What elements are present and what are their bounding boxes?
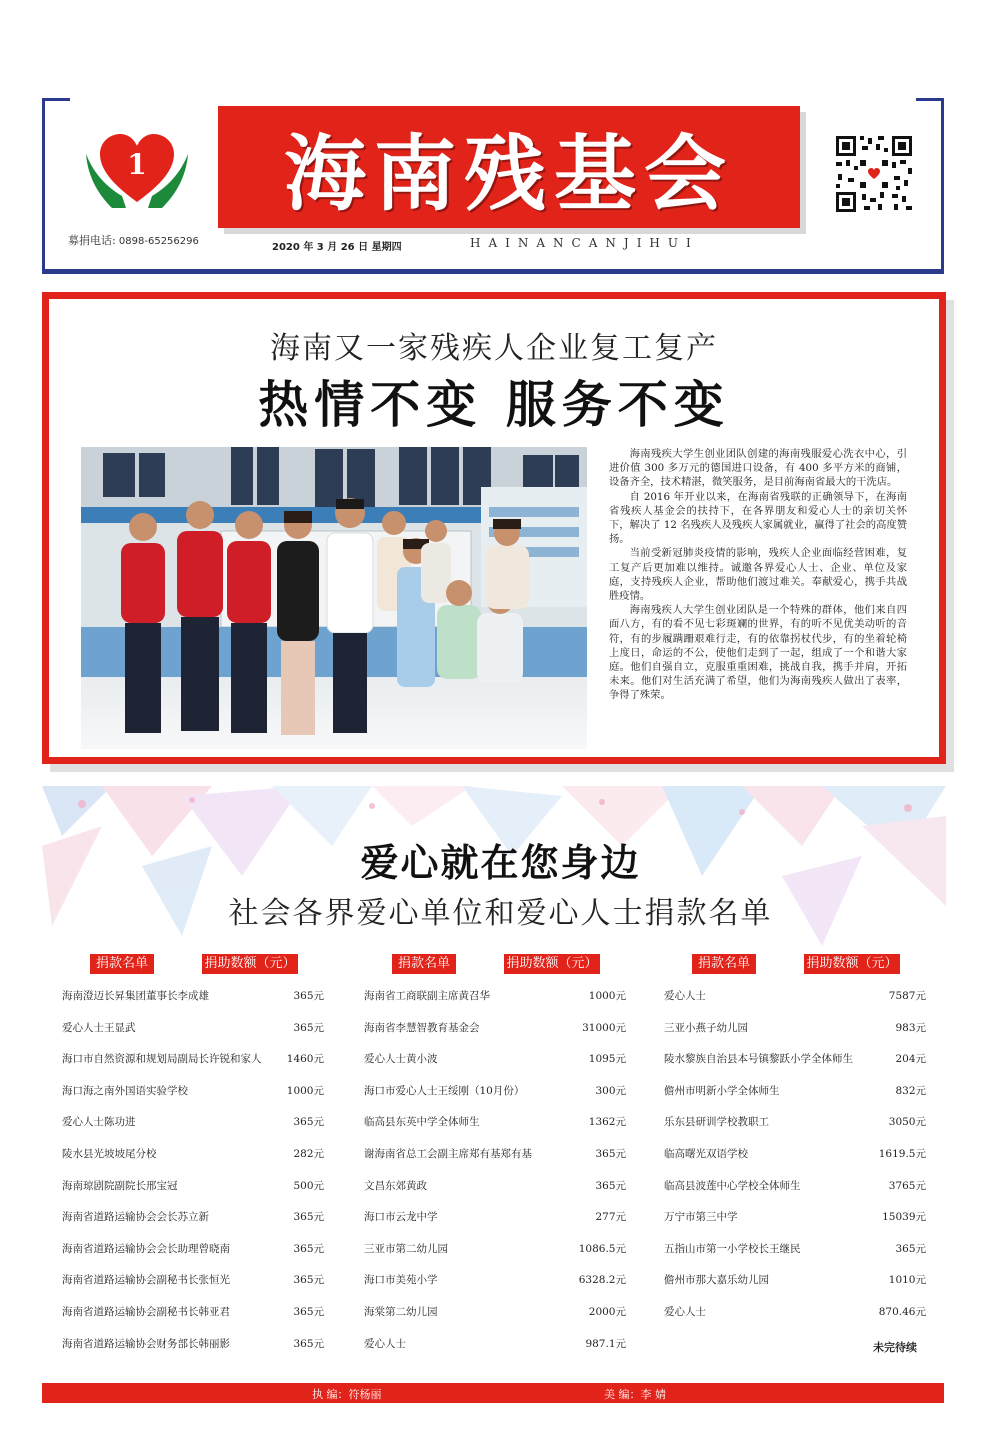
donor-name: 海口市云龙中学	[364, 1211, 438, 1224]
donor-name: 陵水县光坡坡尾分校	[62, 1147, 157, 1160]
donor-name: 爱心人士	[364, 1337, 406, 1350]
name-header: 捐款名单	[90, 954, 154, 974]
donor-name: 五指山市第一小学校长王继民	[664, 1242, 801, 1255]
donation-amount: 365元	[293, 1305, 324, 1318]
donation-amount: 983元	[895, 1021, 926, 1034]
donation-row	[364, 1209, 626, 1241]
footer-bar	[42, 1383, 944, 1403]
to-be-continued: 未完待续	[873, 1341, 917, 1354]
donation-amount: 3050元	[888, 1116, 926, 1129]
donor-name: 临高曙光双语学校	[664, 1147, 748, 1160]
donor-name: 海南省李慧智教育基金会	[364, 1021, 480, 1034]
donation-subtitle: 社会各界爱心单位和爱心人士捐款名单	[228, 896, 773, 931]
donation-amount: 277元	[595, 1211, 626, 1224]
donation-row	[364, 988, 626, 1020]
art-editor: 美 编：李 婧	[604, 1388, 666, 1401]
donation-column-1	[62, 954, 324, 1350]
donation-row	[664, 1209, 926, 1241]
article-paragraph: 自 2016 年开业以来，在海南省残联的正确领导下，在海南省残疾人基金会的扶持下，在各界朋友和爱心人士的亲切关怀下，解决了 12 名残疾人及残疾人家属就业，赢得了社会的高度赞扬。	[609, 490, 907, 546]
donor-name: 海南省道路运输协会财务部长韩丽影	[62, 1337, 230, 1350]
donor-name: 海南省道路运输协会会长助理曾晓南	[62, 1242, 230, 1255]
donation-row	[62, 1178, 324, 1210]
donation-amount: 282元	[293, 1147, 324, 1160]
donor-name: 海口市自然资源和规划局副局长许锐和家人	[62, 1053, 262, 1066]
donation-row	[664, 1083, 926, 1115]
donation-amount: 870.46元	[878, 1305, 926, 1318]
donation-amount: 31000元	[582, 1021, 626, 1034]
issue-date: 2020 年 3 月 26 日 星期四	[272, 242, 402, 253]
donation-amount: 365元	[895, 1242, 926, 1255]
donation-amount: 365元	[293, 990, 324, 1002]
donation-row	[664, 1051, 926, 1083]
donor-name: 儋州市明新小学全体师生	[664, 1084, 780, 1097]
donation-amount: 1460元	[286, 1053, 324, 1066]
heart-hands-logo	[82, 124, 192, 214]
donation-row	[62, 1209, 324, 1241]
executive-editor: 执 编：符杨丽	[312, 1388, 382, 1401]
donor-name: 海南省道路运输协会副秘书长张恒光	[62, 1274, 230, 1287]
donation-row	[62, 988, 324, 1020]
article-headline: 热情不变 服务不变	[258, 376, 730, 434]
donation-row	[364, 1083, 626, 1115]
donor-name: 爱心人士黄小波	[364, 1053, 438, 1066]
donation-amount: 365元	[293, 1116, 324, 1129]
article-body	[609, 447, 907, 703]
donation-amount: 1000元	[588, 990, 626, 1002]
donation-amount: 300元	[595, 1084, 626, 1097]
donor-name: 爱心人士王显武	[62, 1021, 136, 1034]
donation-amount: 365元	[293, 1242, 324, 1255]
donation-row	[664, 988, 926, 1020]
donation-amount: 365元	[595, 1147, 626, 1160]
donation-row	[62, 1114, 324, 1146]
donation-row	[364, 1272, 626, 1304]
donation-row	[62, 1272, 324, 1304]
article-paragraph: 海南残疾人大学生创业团队是一个特殊的群体，他们来自四面八方，有的看不见七彩斑斓的世界，有的听不见优美动听的音符，有的步履蹒跚艰难行走，有的依靠拐杖代步，有的坐着轮椅上度日，命运的不公，使他们走到了一起，组成了一个和谐大家庭。他们自强自立，克服重重困难，挑战自我，携手并肩，开拓未来。他们对生活充满了希望，他们为海南残疾人做出了表率，争得了殊荣。	[609, 604, 907, 702]
article-paragraph: 海南残疾大学生创业团队创建的海南残服爱心洗衣中心，引进价值 300 多万元的德国进口设备，有 400 多平方米的商铺，设备齐全，技术精湛，微笑服务，是目前海南省最大的干洗店。	[609, 448, 907, 489]
donor-name: 海南省工商联副主席黄召华	[364, 990, 490, 1002]
donation-amount: 365元	[293, 1274, 324, 1287]
donation-row	[664, 1272, 926, 1304]
amount-header: 捐助数额（元）	[804, 954, 900, 974]
hotline-label: 募捐电话:	[68, 234, 116, 247]
donor-name: 万宁市第三中学	[664, 1211, 738, 1224]
donation-amount: 3765元	[888, 1179, 926, 1192]
donation-row	[664, 1241, 926, 1273]
donor-name: 爱心人士	[664, 1305, 706, 1318]
donation-amount: 500元	[293, 1179, 324, 1192]
donor-name: 海南省道路运输协会会长苏立新	[62, 1211, 209, 1224]
donation-row	[364, 1336, 626, 1368]
donation-amount: 15039元	[882, 1211, 926, 1224]
donation-row	[364, 1178, 626, 1210]
logo-number: 1	[127, 148, 147, 181]
donation-amount: 365元	[595, 1179, 626, 1192]
donation-amount: 7587元	[888, 990, 926, 1002]
donor-name: 陵水黎族自治县本号镇黎跃小学全体师生	[664, 1053, 853, 1066]
team-photo	[81, 447, 587, 749]
donor-name: 临高县东英中学全体师生	[364, 1116, 480, 1129]
newspaper-title-bar	[218, 106, 800, 228]
donor-name: 爱心人士	[664, 990, 706, 1002]
donor-name: 海口市爱心人士王绥刚（10月份）	[364, 1084, 525, 1097]
donation-column-2	[364, 954, 626, 1350]
amount-header: 捐助数额（元）	[504, 954, 600, 974]
donation-row	[62, 1020, 324, 1052]
donation-row	[664, 1304, 926, 1336]
donation-row	[664, 1020, 926, 1052]
donation-amount: 365元	[293, 1337, 324, 1350]
donor-name: 三亚小燕子幼儿园	[664, 1021, 748, 1034]
donation-amount: 204元	[895, 1053, 926, 1066]
donation-amount: 1010元	[888, 1274, 926, 1287]
donor-name: 海南省道路运输协会副秘书长韩亚君	[62, 1305, 230, 1318]
donation-row	[62, 1146, 324, 1178]
donation-row	[62, 1336, 324, 1368]
donation-row	[664, 1114, 926, 1146]
donor-name: 三亚市第二幼儿园	[364, 1242, 448, 1255]
qr-code-icon	[834, 134, 914, 214]
donation-amount: 365元	[293, 1021, 324, 1034]
donor-name: 儋州市那大嘉乐幼儿园	[664, 1274, 769, 1287]
hotline-number: 0898-65256296	[118, 236, 199, 247]
donation-amount: 1095元	[588, 1053, 626, 1066]
donation-hotline	[68, 232, 199, 248]
donor-name: 海棠第二幼儿园	[364, 1305, 438, 1318]
donation-row	[364, 1146, 626, 1178]
donor-name: 海南琼剧院副院长邢宝冠	[62, 1179, 178, 1192]
name-header: 捐款名单	[692, 954, 756, 974]
feature-article	[42, 292, 946, 764]
donation-amount: 1000元	[286, 1084, 324, 1097]
donation-row	[364, 1114, 626, 1146]
donation-amount: 1362元	[588, 1116, 626, 1129]
donation-row	[364, 1020, 626, 1052]
donation-row	[364, 1241, 626, 1273]
donor-name: 海口海之南外国语实验学校	[62, 1084, 188, 1097]
donor-name: 海南澄迈长昇集团董事长李成雄	[62, 990, 209, 1002]
donation-amount: 6328.2元	[578, 1274, 626, 1287]
donation-row	[664, 1146, 926, 1178]
donation-row	[364, 1304, 626, 1336]
donation-row	[62, 1304, 324, 1336]
donor-name: 海口市美苑小学	[364, 1274, 438, 1287]
article-paragraph: 当前受新冠肺炎疫情的影响，残疾人企业面临经营困难，复工复产后更加难以维持。诚邀各界爱心人士、企业、单位及家庭，支持残疾人企业，帮助他们渡过难关。奉献爱心，携手共战胜疫情。	[609, 547, 907, 603]
donation-row	[664, 1178, 926, 1210]
donation-amount: 1086.5元	[578, 1242, 626, 1255]
donation-title: 爱心就在您身边	[360, 841, 641, 885]
donation-row	[62, 1083, 324, 1115]
donation-amount: 1619.5元	[878, 1147, 926, 1160]
name-header: 捐款名单	[392, 954, 456, 974]
donor-name: 乐东县研训学校教职工	[664, 1116, 769, 1129]
donor-name: 谢海南省总工会副主席郑有基郑有基	[364, 1147, 532, 1160]
donor-name: 爱心人士陈功进	[62, 1116, 136, 1129]
donor-name: 文昌东郊黄政	[364, 1179, 427, 1192]
donation-amount: 987.1元	[585, 1337, 626, 1350]
donation-row	[364, 1051, 626, 1083]
amount-header: 捐助数额（元）	[202, 954, 298, 974]
newspaper-title: 海南残基会	[283, 125, 734, 222]
article-kicker: 海南又一家残疾人企业复工复产	[270, 331, 718, 366]
donation-row	[62, 1051, 324, 1083]
donation-amount: 832元	[895, 1084, 926, 1097]
donor-name: 临高县波莲中心学校全体师生	[664, 1179, 801, 1192]
donation-column-3	[664, 954, 926, 1318]
donation-amount: 365元	[293, 1211, 324, 1224]
title-pinyin: HAINANCANJIHUI	[470, 236, 699, 250]
donation-row	[62, 1241, 324, 1273]
donation-amount: 2000元	[588, 1305, 626, 1318]
